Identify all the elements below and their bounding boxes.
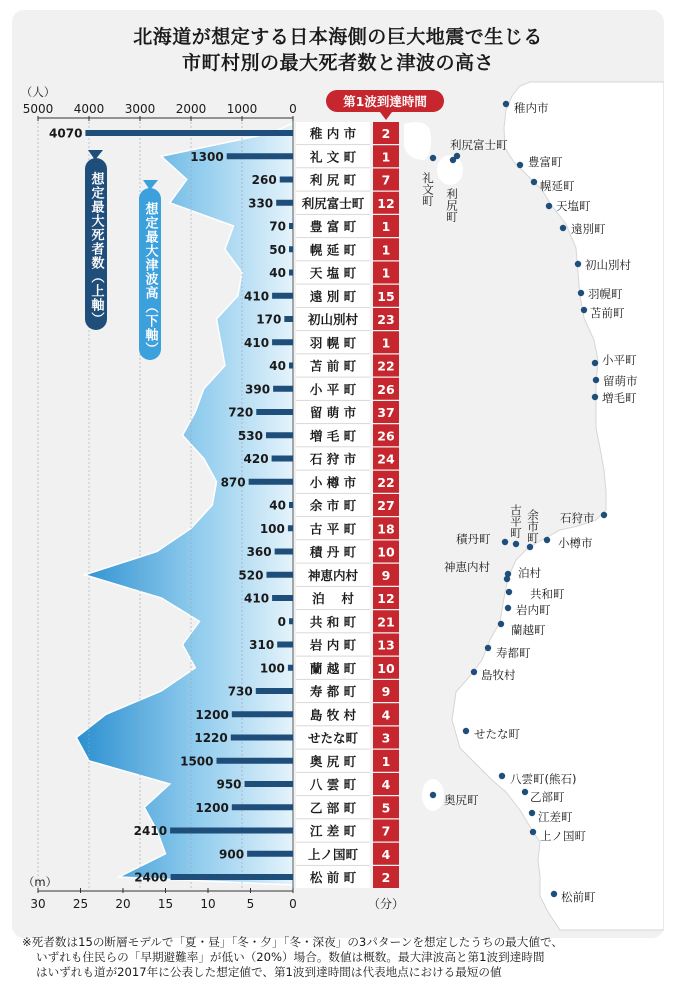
- municipality-name: 松 前 町: [309, 870, 357, 885]
- arrival-value: 13: [377, 637, 395, 653]
- map-place-label: 八雲町(熊石): [510, 772, 577, 786]
- arrival-value: 1: [381, 753, 391, 769]
- top-axis-tick-label: 5000: [22, 102, 54, 116]
- municipality-name: 乙 部 町: [309, 800, 357, 816]
- deaths-bar: [170, 828, 293, 834]
- deaths-value-label: 2400: [134, 870, 168, 885]
- map-dot: [506, 589, 512, 595]
- arrival-value: 3: [381, 730, 391, 746]
- bottom-axis-tick-label: 20: [115, 897, 131, 911]
- municipality-name: 小 樽 市: [309, 474, 357, 490]
- deaths-value-label: 40: [269, 498, 286, 513]
- map-place-label: 奥尻町: [444, 793, 479, 807]
- bottom-axis-unit: （m）: [22, 875, 58, 889]
- map-place-label: 泊村: [518, 566, 541, 580]
- deaths-bar: [289, 502, 293, 508]
- chart-panel: [12, 10, 664, 940]
- municipality-name: 岩 内 町: [309, 637, 357, 653]
- map-dot: [485, 645, 491, 651]
- arrival-value: 7: [381, 172, 391, 188]
- footnote: [22, 935, 662, 980]
- map-dot: [530, 829, 536, 835]
- municipality-name: 神恵内村: [307, 567, 359, 583]
- arrival-value: 18: [377, 521, 395, 537]
- municipality-name: 共 和 町: [309, 614, 357, 630]
- deaths-value-label: 1220: [194, 731, 228, 745]
- deaths-bar: [272, 456, 293, 462]
- deaths-value-label: 70: [269, 219, 286, 234]
- arrival-value: 4: [381, 846, 391, 862]
- municipality-name: 遠 別 町: [309, 288, 357, 304]
- map-dot: [601, 512, 607, 518]
- map-dot: [531, 179, 537, 185]
- deaths-bar: [277, 642, 293, 648]
- map-dot: [502, 539, 508, 545]
- arrival-value: 9: [381, 567, 391, 583]
- municipality-name: 奥 尻 町: [309, 753, 357, 769]
- top-axis-tick-label: 4000: [73, 102, 105, 116]
- top-axis-tick-label: 1000: [226, 102, 258, 116]
- top-axis-tick-label: 2000: [175, 102, 207, 116]
- deaths-bar: [217, 758, 294, 764]
- deaths-bar: [232, 804, 293, 810]
- municipality-name: 古 平 町: [309, 521, 357, 537]
- map-dot: [513, 541, 519, 547]
- map-place-label: 増毛町: [602, 391, 637, 405]
- deaths-bar: [247, 851, 293, 857]
- municipality-name: 初山別村: [307, 312, 359, 327]
- arrival-value: 1: [381, 242, 391, 258]
- map-place-label: 岩内町: [516, 603, 551, 617]
- municipality-name: 積 丹 町: [309, 544, 357, 560]
- bottom-axis-tick-label: 30: [30, 897, 46, 911]
- map-place-label: 遠別町: [571, 222, 606, 236]
- deaths-value-label: 2410: [133, 824, 168, 838]
- bottom-axis-tick-label: 25: [72, 897, 89, 911]
- arrival-unit: （分）: [367, 897, 405, 911]
- map-place-label: 積丹町: [456, 532, 491, 546]
- bottom-axis-tick-label: 5: [246, 897, 255, 911]
- municipality-name: 天 塩 町: [309, 265, 357, 281]
- arrival-value: 22: [377, 358, 395, 374]
- deaths-value-label: 100: [259, 661, 285, 676]
- arrival-value: 9: [381, 684, 391, 699]
- bottom-axis-tick-label: 10: [200, 897, 216, 911]
- deaths-value-label: 530: [237, 428, 263, 443]
- deaths-value-label: 40: [269, 266, 286, 280]
- deaths-bar: [289, 363, 293, 369]
- arrival-value: 2: [381, 870, 391, 885]
- map-dot: [504, 576, 510, 582]
- map-place-label: 利尻富士町: [450, 138, 508, 152]
- municipality-name: 余 市 町: [309, 498, 357, 513]
- deaths-value-label: 520: [238, 568, 264, 583]
- deaths-bar: [272, 595, 293, 601]
- map-dot: [430, 155, 436, 161]
- deaths-bar: [284, 316, 293, 322]
- municipality-name: せたな町: [307, 730, 359, 746]
- map-dot: [503, 101, 509, 107]
- deaths-value-label: 4070: [49, 126, 83, 141]
- arrival-value: 12: [377, 591, 395, 606]
- map-dot: [505, 605, 511, 611]
- footnote-line3: はいずれも道が2017年に公表した想定値で、第1波到達時間は代表地点における最短の値: [36, 965, 502, 979]
- bottom-axis-tick-label: 15: [157, 897, 174, 911]
- arrival-value: 12: [377, 195, 395, 211]
- map-place-label: 蘭越町: [511, 623, 546, 637]
- deaths-bar: [288, 665, 293, 671]
- map-place-label: 石狩市: [560, 511, 595, 525]
- map-dot: [450, 157, 456, 163]
- arrival-value: 2: [381, 126, 391, 141]
- deaths-bar: [280, 177, 293, 183]
- map-dot: [581, 307, 587, 313]
- municipality-name: 豊 富 町: [309, 219, 357, 234]
- map-place-label: 豊富町: [528, 155, 563, 169]
- municipality-name: 稚 内 市: [309, 126, 357, 141]
- map-place-label: 古平町: [509, 504, 523, 539]
- municipality-name: 羽 幌 町: [309, 335, 357, 351]
- deaths-bar: [272, 293, 293, 299]
- deaths-bar: [256, 409, 293, 415]
- deaths-value-label: 100: [259, 521, 285, 536]
- arrival-header: 第1波到達時間: [343, 94, 427, 109]
- arrival-value: 23: [377, 312, 395, 327]
- map-place-label: 寿都町: [496, 646, 531, 660]
- map-dot: [471, 669, 477, 675]
- deaths-value-label: 50: [269, 242, 286, 257]
- chart-title-line2: 市町村別の最大死者数と津波の高さ: [181, 52, 494, 74]
- map-place-label: 礼文町: [421, 172, 435, 207]
- map-place-label: 乙部町: [530, 790, 565, 804]
- arrival-value: 21: [377, 614, 395, 630]
- arrival-value: 5: [381, 800, 391, 816]
- deaths-value-label: 410: [244, 289, 270, 304]
- arrival-value: 4: [381, 777, 391, 792]
- deaths-value-label: 1200: [195, 707, 229, 722]
- footnote-line1: ※死者数は15の断層モデルで「夏・昼」「冬・夕」「冬・深夜」の3パターンを想定したうちの最大値で、: [22, 935, 563, 949]
- deaths-bar: [276, 200, 293, 206]
- deaths-legend-label: 想定最大死者数（上軸）: [88, 172, 104, 326]
- municipality-name: 利 尻 町: [309, 172, 357, 188]
- map-place-label: 共和町: [530, 587, 565, 601]
- arrival-value: 26: [377, 428, 395, 444]
- deaths-value-label: 1300: [190, 149, 224, 164]
- map-place-label: 初山別村: [585, 258, 631, 272]
- map-dot: [560, 225, 566, 231]
- deaths-value-label: 900: [219, 847, 245, 862]
- top-axis-tick-label: 3000: [124, 102, 156, 116]
- map-dot: [551, 891, 557, 897]
- map-dot: [529, 810, 535, 816]
- deaths-value-label: 720: [228, 405, 254, 420]
- arrival-value: 1: [381, 265, 391, 281]
- arrival-value: 26: [377, 381, 395, 397]
- deaths-bar: [231, 735, 293, 741]
- map-place-label: 天塩町: [556, 199, 591, 213]
- map-dot: [522, 789, 528, 795]
- map-dot: [593, 377, 599, 383]
- municipality-name: 寿 都 町: [309, 684, 357, 699]
- tsunami-legend-label: 想定最大津波高（下軸）: [142, 202, 158, 356]
- municipality-name: 小 平 町: [309, 381, 357, 397]
- municipality-name: 蘭 越 町: [309, 660, 357, 676]
- map-dot: [527, 544, 533, 550]
- map-place-label: 松前町: [561, 890, 596, 904]
- deaths-value-label: 410: [244, 335, 270, 350]
- map-dot: [592, 360, 598, 366]
- map-dot: [546, 203, 552, 209]
- deaths-bar: [289, 270, 293, 276]
- municipality-name: 礼 文 町: [309, 149, 357, 165]
- chart-title-line1: 北海道が想定する日本海側の巨大地震で生じる: [133, 26, 543, 48]
- deaths-bar: [245, 781, 293, 787]
- deaths-value-label: 730: [227, 684, 253, 699]
- deaths-value-label: 260: [251, 173, 277, 187]
- arrival-value: 10: [377, 660, 395, 676]
- map-place-label: 上ノ国町: [540, 829, 586, 843]
- arrival-value: 10: [377, 544, 395, 560]
- arrival-value: 22: [377, 474, 395, 490]
- map-place-label: 利尻町: [445, 188, 459, 223]
- deaths-bar: [227, 153, 293, 159]
- deaths-bar: [289, 223, 293, 229]
- arrival-value: 1: [381, 219, 391, 234]
- municipality-name: 利尻富士町: [301, 195, 365, 211]
- deaths-bar: [249, 479, 293, 485]
- map-dot: [463, 728, 469, 734]
- map-place-label: せたな町: [474, 727, 520, 741]
- deaths-value-label: 1500: [180, 754, 214, 769]
- municipality-name: 江 差 町: [309, 823, 357, 839]
- deaths-bar: [85, 130, 293, 136]
- deaths-value-label: 330: [248, 196, 274, 211]
- map-place-label: 小平町: [602, 353, 637, 367]
- top-axis-tick-label: 0: [289, 102, 297, 116]
- deaths-bar: [289, 618, 293, 624]
- municipality-name: 上ノ国町: [307, 846, 359, 862]
- municipality-name: 泊 村: [312, 591, 354, 606]
- top-axis-unit: （人）: [20, 85, 56, 99]
- arrival-value: 24: [377, 451, 395, 467]
- arrival-value: 1: [381, 149, 391, 165]
- map-dot: [498, 621, 504, 627]
- map-place-label: 神恵内村: [444, 560, 490, 574]
- bottom-axis-tick-label: 0: [289, 897, 297, 911]
- map-place-label: 余市町: [526, 509, 540, 544]
- arrival-value: 37: [377, 405, 395, 420]
- deaths-bar: [288, 525, 293, 531]
- deaths-bar: [272, 339, 293, 345]
- map-dot: [575, 261, 581, 267]
- deaths-bar: [273, 386, 293, 392]
- deaths-value-label: 420: [243, 452, 269, 466]
- municipality-name: 石 狩 市: [309, 451, 357, 467]
- deaths-value-label: 950: [216, 777, 242, 792]
- map-dot: [499, 773, 505, 779]
- municipality-name: 苫 前 町: [309, 358, 357, 374]
- map-dot: [430, 792, 436, 798]
- deaths-bar: [289, 246, 293, 252]
- deaths-bar: [256, 688, 293, 694]
- municipality-name: 留 萌 市: [309, 405, 357, 420]
- arrival-value: 27: [377, 498, 395, 513]
- map-place-label: 苫前町: [590, 306, 625, 320]
- municipality-name: 島 牧 村: [309, 707, 357, 723]
- arrival-value: 15: [377, 288, 395, 304]
- deaths-bar: [266, 572, 293, 578]
- map-dot: [592, 394, 598, 400]
- deaths-value-label: 870: [220, 475, 246, 490]
- deaths-bar: [266, 432, 293, 438]
- map-place-label: 幌延町: [540, 179, 575, 193]
- map-dot: [517, 162, 523, 168]
- arrival-value: 7: [381, 823, 391, 839]
- map-place-label: 留萌市: [603, 374, 638, 388]
- map-place-label: 島牧村: [481, 668, 516, 682]
- deaths-bar: [171, 874, 293, 880]
- deaths-value-label: 1200: [195, 800, 229, 815]
- deaths-value-label: 390: [245, 382, 271, 397]
- deaths-value-label: 410: [244, 591, 270, 606]
- deaths-bar: [232, 711, 293, 717]
- municipality-name: 八 雲 町: [309, 777, 357, 792]
- deaths-value-label: 0: [277, 614, 286, 629]
- arrival-value: 1: [381, 335, 391, 351]
- map-dot: [544, 537, 550, 543]
- municipality-name: 幌 延 町: [309, 242, 357, 258]
- map-place-label: 江差町: [538, 810, 573, 824]
- footnote-line2: いずれも住民らの「早期避難率」が低い（20%）場合。数値は概数。最大津波高と第1波到達時間: [36, 950, 545, 964]
- deaths-value-label: 310: [249, 638, 275, 652]
- deaths-value-label: 360: [246, 545, 272, 559]
- deaths-bar: [275, 549, 293, 555]
- deaths-value-label: 170: [256, 312, 282, 327]
- map-place-label: 稚内市: [514, 101, 549, 115]
- deaths-value-label: 40: [269, 359, 286, 373]
- municipality-name: 増 毛 町: [309, 428, 357, 444]
- map-place-label: 小樽市: [558, 536, 593, 550]
- map-dot: [578, 290, 584, 296]
- map-place-label: 羽幌町: [588, 287, 623, 301]
- arrival-value: 4: [381, 707, 391, 723]
